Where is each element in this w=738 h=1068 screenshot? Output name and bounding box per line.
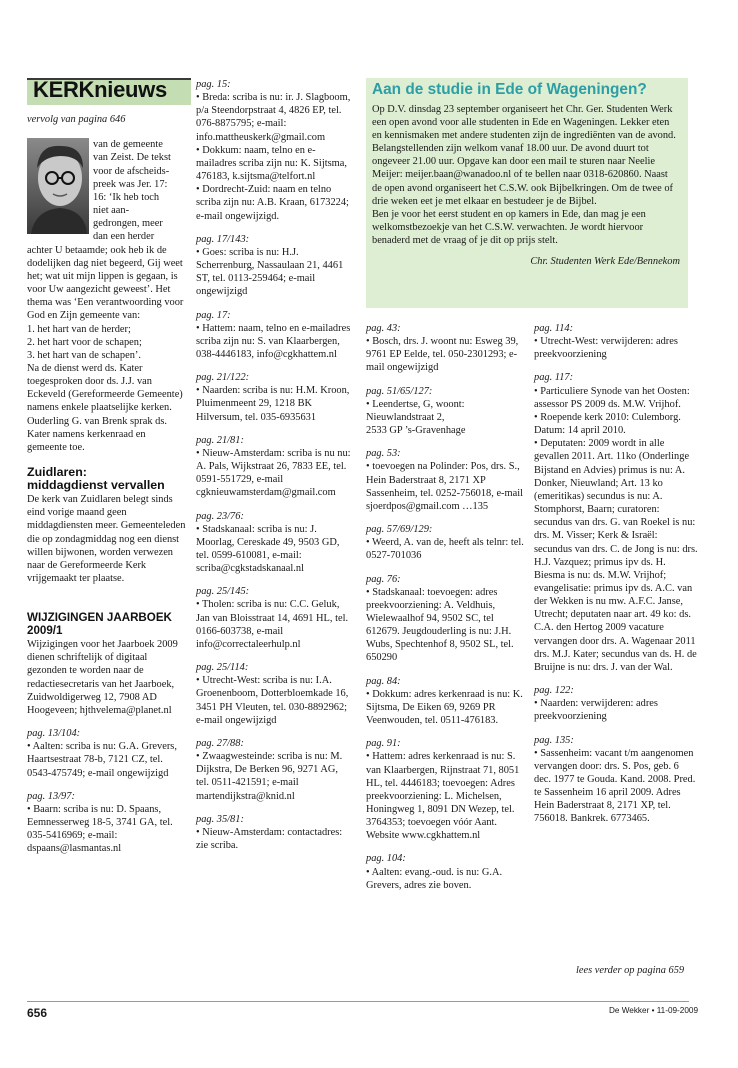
intro-text: achter U betaamde; ook heb ik de dodelijken dag niet begeerd, Gij weet het; wat uit mijn lippen is gegaan, is voor Uw aangezicht geweest’. Het thema was ‘Een verantwoording voor God en Zijn gemeente van: [27, 244, 184, 322]
entry-text: • Hattem: adres kerkenraad is nu: S. van Klaarbergen, Rijnstraat 71, 8051 HL, tel. 4446183; toevoegen: Adres preekvoorziening: L. Michelsen, Honingweg 1, 8091 DN Wezep, tel. 3764353; toevoegen vóór Aant. Website www.cgkhattem.nl [366, 751, 520, 842]
column-2 [196, 78, 353, 852]
studie-box-paragraph: Op D.V. dinsdag 23 september organiseert het Chr. Ger. Studenten Werk een open avond voor alle studenten in Ede en Wageningen. Lekker eten en kennismaken met andere studenten zijn de ingrediënten van de avond. [372, 104, 676, 142]
page-reference: pag. 35/81: [196, 813, 244, 825]
intro-line: preek was Jer. 17: [93, 178, 168, 190]
page-reference: pag. 43: [366, 323, 401, 334]
entry-text: • Hattem: naam, telno en e-mailadres scriba zijn nu: S. van Klaarbergen, 038-4446183, info@cgkhattem.nl [196, 322, 351, 360]
page-reference: pag. 135: [534, 734, 574, 746]
continued-from-note: vervolg van pagina 646 [27, 114, 126, 126]
page-reference: pag. 15: [196, 79, 231, 90]
zuidlaren-text: De kerk van Zuidlaren belegt sinds eind vorige maand geen middagdiensten meer. Gemeenteleden die op zondagmiddag nog een dienst willen bijwonen, worden verwezen naar de Gereformeerde Kerk vrijgemaakt ter plaatse. [27, 494, 186, 584]
zuidlaren-heading-line: middagdienst vervallen [27, 478, 165, 493]
col1-entries [27, 727, 187, 855]
page-reference: pag. 117: [534, 372, 574, 384]
page-reference: pag. 76: [366, 573, 401, 585]
entry-text: • Particuliere Synode van het Oosten: assessor PS 2009 ds. M.W. Vrijhof. • Roepende kerk 2010: Culemborg. Datum: 14 april 2010. • Deputaten: 2009 wordt in alle gevallen 2011. Art. 11ko (Onderlinge Bijstand en Advies) primus is nu: A. Donker, Nieuwland; Art. 13 ko (emeritikas) secundus is nu: A. Stomphorst, Baarn; curatoren: secundus van drs. G. van Roekel is nu: drs. M. Visser; Kerk & Israël: secundus van drs. C. de Jong is nu: drs. H.J. Vazquez; primus ipv ds. H. Biesma is nu: ds. M.W. Vrijhof; evangelisatie: primus ipv ds. A.C. van der Wekken is nu mw. A.F.C. Janse, Utrecht; deputaten naar art. 49 ko: ds. C.A. den Hertog 2009 vacature vervangen door drs. A. Wagenaar 2011 drs. M.J. Kater; secundus van ds. H. de Bruijne is nu: drs. J. van der Wal. [534, 385, 698, 673]
entry-text: • Breda: scriba is nu: ir. J. Slagboom, p/a Steendorpstraat 4, 4826 EP, tel. 076-8875795; e-mail: info.mattheuskerk@gmail.com • Dokkum: naam, telno en e-mailadres scriba zijn nu: K. Sijtsma, 476183, k.sijtsma@telfort.nl • Dordrecht-Zuid: naam en telno scriba zijn nu: A.B. Kraan, 6173224; e-mail ongewijzigd. [196, 92, 351, 222]
entry-text: • Aalten: scriba is nu: G.A. Grevers, Haartsestraat 78-b, 7121 CZ, tel. 0543-475749; e-mail ongewijzigd [27, 741, 177, 779]
jaarboek-heading [27, 611, 187, 637]
entry-text: • Bosch, drs. J. woont nu: Esweg 39, 9761 EP Eelde, tel. 050-2301293; e-mail ongewijzigd [366, 336, 519, 374]
page-reference: pag. 25/145: [196, 586, 250, 598]
entry-text: • Leendertse, G, woont: Nieuwlandstraat 2, 2533 GP ’s-Gravenhage [366, 398, 466, 437]
entry-text: • Baarn: scriba is nu: D. Spaans, Eemnesserweg 18-5, 3741 GA, tel. 035-5416969; e-mail: dspaans@lasmantas.nl [27, 803, 173, 855]
entry-text: • Goes: scriba is nu: H.J. Scherrenburg, Nassaulaan 21, 4461 ST, tel. 0113-259464; e-mail ongewijzigd [196, 246, 344, 298]
entry-text: • Utrecht-West: verwijderen: adres preekvoorziening [534, 336, 678, 361]
page-reference: pag. 17/143: [196, 233, 250, 245]
jaarboek-text: Wijzigingen voor het Jaarboek 2009 dienen schriftelijk of digitaal gezonden te worden naar de redactiesecretaris van het Jaarboek, Zuidwoldigerweg 12, 7908 AD Hoogeveen; hjthvelema@planet.nl [27, 639, 178, 716]
studie-box-paragraph: Belangstellenden zijn welkom vanaf 18.00 uur. De avond duurt tot ongeveer 21.00 uur. Opgave kan door een mail te sturen naar Neelie Meijer: meijer.baan@wanadoo.nl of te bellen naar 0318-620860. Naast de open avond organiseert het C.S.W. ook Bijbelkringen. Om de twee of drie weken eet je met elkaar en bestudeer je de Bijbel. [372, 143, 673, 207]
entry-text: • Zwaagwesteinde: scriba is nu: M. Dijkstra, De Berken 96, 9271 AG, tel. 0511-421591; e-mail martendijkstra@knid.nl [196, 751, 343, 802]
intro-line: van Zeist. De tekst [93, 152, 171, 164]
page-reference: pag. 53: [366, 448, 401, 460]
column-4 [534, 322, 698, 826]
intro-article [27, 138, 187, 454]
entry-text: • Stadskanaal: toevoegen: adres preekvoorziening: A. Veldhuis, Wielewaalhof 94, 9502 SC, tel 612679. Jeugdouderling is nu: J.H. Wubs, Spechtenhof 8, 9502 SL, tel. 650290 [366, 586, 514, 664]
page-reference: pag. 122: [534, 685, 574, 697]
page-reference: pag. 104: [366, 853, 406, 865]
zuidlaren-heading-line: Zuidlaren: [27, 465, 87, 480]
entry-text: • Sassenheim: vacant t/m aangenomen vervangen door: drs. S. Pos, geb. 6 dec. 1977 te Gouda. Kand. 2008. Pred. te Sassenheim 16 april 2009. Adres Hein Baderstraat 8, 2171 XP, tel. 756018. Bankrek. 6773465. [534, 747, 696, 825]
intro-line: voor de afscheids- [93, 165, 170, 177]
page-reference: pag. 13/97: [27, 790, 75, 802]
page-reference: pag. 27/88: [196, 737, 244, 749]
page-reference: pag. 25/114: [196, 662, 249, 674]
entry-text: • Nieuw-Amsterdam: contactadres: zie scriba. [196, 826, 343, 851]
entry-text: • toevoegen na Polinder: Pos, drs. S., Hein Baderstraat 8, 2171 XP Sassenheim, tel. 0252-756018, e-mail sjoerdpos@gmail.com …135 [366, 461, 523, 512]
intro-line: van de gemeente [93, 139, 163, 151]
intro-line: 16: ‘Ik heb toch [93, 191, 160, 203]
entry-text: • Stadskanaal: scriba is nu: J. Moorlag, Cereskade 49, 9503 GD, tel. 0599-610081, e-mail: scriba@cgkstadskanaal.nl [196, 523, 340, 575]
studie-box-signature: Chr. Studenten Werk Ede/Bennekom [530, 256, 680, 268]
page-reference: pag. 57/69/129: [366, 524, 433, 536]
column-3 [366, 322, 524, 892]
entry-text: • Utrecht-West: scriba is nu: I.A. Groenenboom, Dotterbloemkade 16, 3451 PH Vleuten, tel. 030-8892962; e-mail ongewijzigd [196, 675, 349, 726]
zuidlaren-heading [27, 466, 187, 492]
footer-rule [27, 1001, 689, 1002]
portrait-photo [27, 138, 89, 234]
entry-text: • Weerd, A. van de, heeft als telnr: tel. 0527-701036 [366, 537, 524, 562]
intro-line: niet aan- [93, 205, 130, 217]
intro-point: 1. het hart van de herder; [27, 323, 131, 335]
issue-info: De Wekker • 11-09-2009 [608, 1006, 698, 1015]
entry-text: • Aalten: evang.-oud. is nu: G.A. Grevers, adres zie boven. [366, 866, 503, 891]
masthead-title: KERKnieuws [33, 77, 167, 102]
column-1 [27, 78, 187, 856]
entry-text: • Dokkum: adres kerkenraad is nu: K. Sijtsma, De Eiken 69, 9269 PR Veenwouden, tel. 0511-476183. [366, 688, 523, 727]
intro-line: dan een herder [93, 231, 155, 243]
page-reference: pag. 114: [534, 323, 574, 334]
page-reference: pag. 17: [196, 309, 231, 321]
continued-on-note: lees verder op pagina 659 [576, 965, 685, 976]
jaarboek-heading-line: 2009/1 [27, 624, 63, 638]
section-masthead [27, 78, 191, 105]
page-reference: pag. 84: [366, 675, 401, 687]
entry-text: • Naarden: verwijderen: adres preekvoorziening [534, 698, 658, 723]
jaarboek-heading-line: WIJZIGINGEN JAARBOEK [27, 611, 172, 625]
page-reference: pag. 21/81: [196, 434, 244, 446]
page-reference: pag. 21/122: [196, 372, 250, 384]
page-reference: pag. 23/76: [196, 510, 244, 522]
entry-text: • Naarden: scriba is nu: H.M. Kroon, Pluimenmeent 29, 1218 BK Hilversum, tel. 035-6935631 [196, 385, 350, 423]
page-number: 656 [27, 1006, 48, 1020]
intro-point: 3. het hart van de schapen’. [27, 349, 141, 361]
page-reference: pag. 51/65/127: [366, 385, 433, 397]
intro-line: gedrongen, meer [93, 218, 163, 230]
studie-box [366, 78, 688, 308]
entry-text: • Nieuw-Amsterdam: scriba is nu nu: A. Pals, Wijkstraat 26, 7833 EE, tel. 0591-551729, e-mail cgknieuwamsterdam@gmail.com [196, 447, 351, 499]
page-reference: pag. 91: [366, 738, 401, 750]
intro-text-2: Na de dienst werd ds. Kater toegesproken door ds. J.J. van Eckeveld (Gereformeerde Gemeente) namens enkele plaatselijke kerken. Ouderling G. van Brenk sprak ds. Kater namens kerkenraad en gemeente toe. [27, 362, 183, 453]
studie-box-paragraph: Ben je voor het eerst student en op kamers in Ede, dan mag je een welkomstbezoekje van het C.S.W. verwachten. Je wordt hiervoor benaderd met de vraag of je dit op prijs stelt. [372, 208, 646, 246]
page-reference: pag. 13/104: [27, 728, 81, 740]
intro-point: 2. het hart voor de schapen; [27, 336, 142, 348]
entry-text: • Tholen: scriba is nu: C.C. Geluk, Jan van Bloisstraat 14, 4691 HL, tel. 0166-603738, e-mail info@correctaleerhulp.nl [196, 599, 349, 650]
studie-box-title: Aan de studie in Ede of Wageningen? [372, 81, 647, 98]
